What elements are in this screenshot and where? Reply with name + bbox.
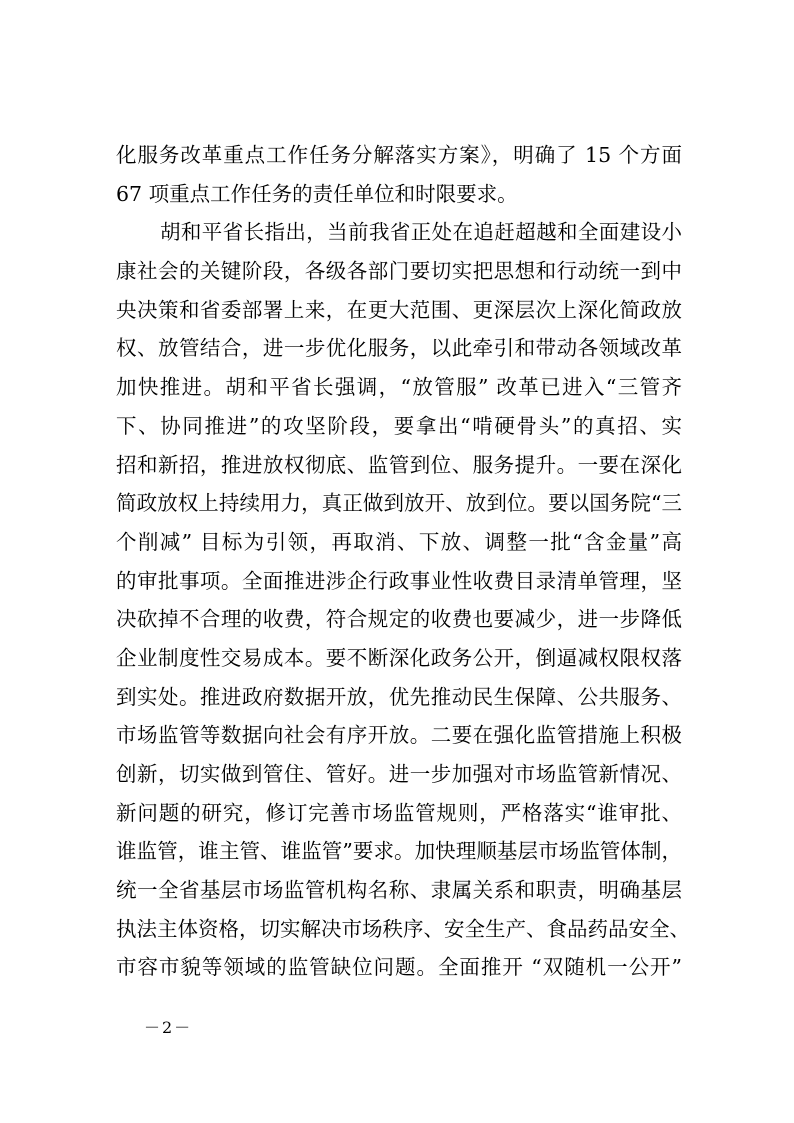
text-line: 下、协同推进”的攻坚阶段，要拿出“啃硬骨头”的真招、实 xyxy=(116,413,682,438)
text-line: 个削减” 目标为引领，再取消、下放、调整一批“含金量”高 xyxy=(116,529,682,554)
page-number: －2－ xyxy=(144,1018,193,1037)
text-line: 新问题的研究，修订完善市场监管规则，严格落实“谁审批、 xyxy=(116,800,682,825)
text-line: 化服务改革重点工作任务分解落实方案》，明确了 15 个方面 xyxy=(116,143,682,167)
text-line: 到实处。推进政府数据开放，优先推动民生保障、公共服务、 xyxy=(116,684,682,709)
text-line: 康社会的关键阶段，各级各部门要切实把思想和行动统一到中 xyxy=(116,259,682,284)
text-line: 统一全省基层市场监管机构名称、隶属关系和职责，明确基层 xyxy=(116,878,682,903)
text-line: 的审批事项。全面推进涉企行政事业性收费目录清单管理，坚 xyxy=(116,568,682,593)
text-line: 市场监管等数据向社会有序开放。二要在强化监管措施上积极 xyxy=(116,723,682,748)
text-line: 简政放权上持续用力，真正做到放开、放到位。要以国务院“三 xyxy=(116,491,682,516)
text-line: 招和新招，推进放权彻底、监管到位、服务提升。一要在深化 xyxy=(116,452,682,477)
text-line: 决砍掉不合理的收费，符合规定的收费也要减少，进一步降低 xyxy=(116,607,682,632)
text-line: 加快推进。胡和平省长强调，“放管服” 改革已进入“三管齐 xyxy=(116,375,682,400)
text-line: 市容市貌等领域的监管缺位问题。全面推开 “双随机一公开” xyxy=(116,955,682,980)
text-line: 央决策和省委部署上来，在更大范围、更深层次上深化简政放 xyxy=(116,297,682,322)
text-line: 谁监管，谁主管、谁监管”要求。加快理顺基层市场监管体制， xyxy=(116,839,682,864)
text-line: 创新，切实做到管住、管好。进一步加强对市场监管新情况、 xyxy=(116,762,682,786)
body-text xyxy=(116,136,690,987)
text-line: 企业制度性交易成本。要不断深化政务公开，倒逼减权限权落 xyxy=(116,645,682,670)
paragraph-first-line: 胡和平省长指出，当前我省正处在追赶超越和全面建设小 xyxy=(160,220,682,245)
text-line: 权、放管结合，进一步优化服务，以此牵引和带动各领域改革 xyxy=(116,336,682,361)
text-line: 67 项重点工作任务的责任单位和时限要求。 xyxy=(116,181,518,206)
text-line: 执法主体资格，切实解决市场秩序、安全生产、食品药品安全、 xyxy=(116,916,690,941)
